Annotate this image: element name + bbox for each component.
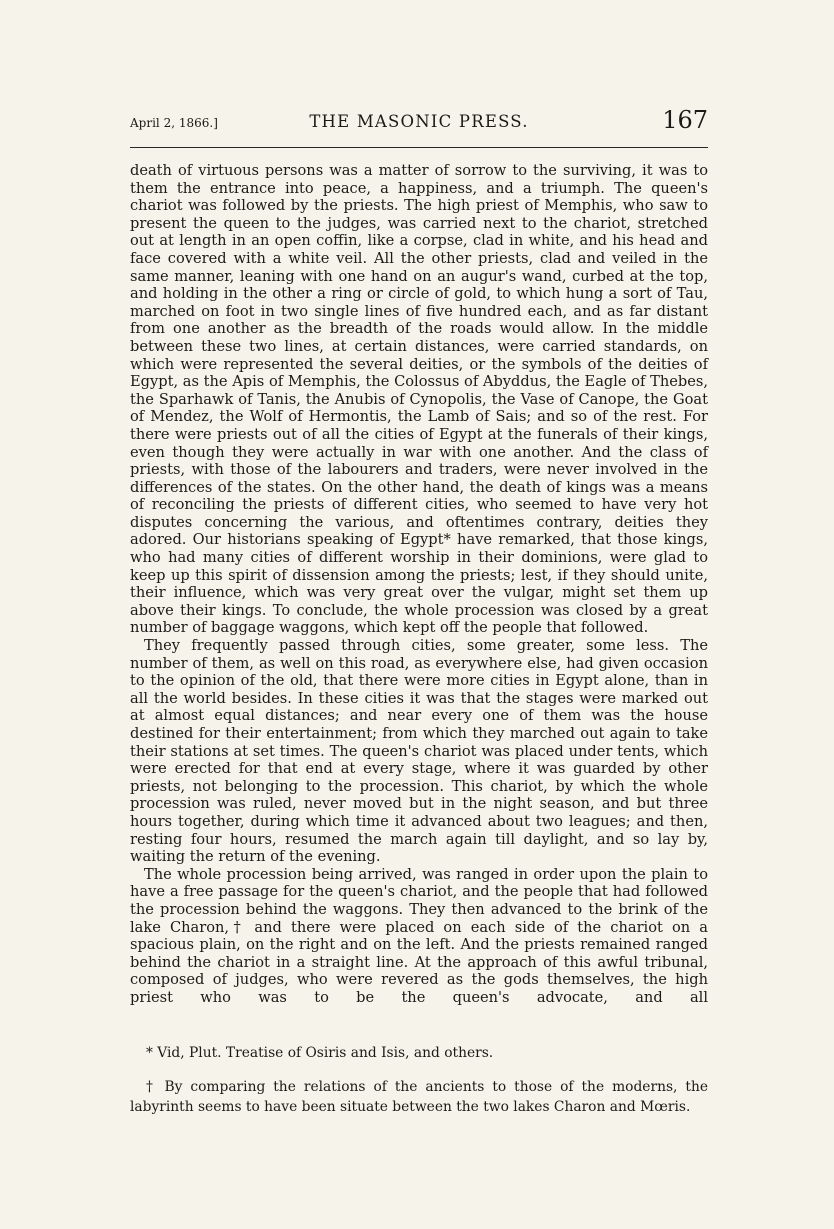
footnotes bbox=[130, 1043, 708, 1117]
paragraph-1: death of virtuous persons was a matter of sorrow to the surviving, it was to them the entrance into peace, a happiness, and a triumph. The queen's chariot was followed by the priests. The high priest of Memphis, who saw to present the queen to the judges, was carried next to the chariot, stretched out at length in an open coffin, like a corpse, clad in white, and his head and face covered with a white veil. All the other priests, clad and veiled in the same manner, leaning with one hand on an augur's wand, curbed at the top, and holding in the other a ring or circle of gold, to which hung a sort of Tau, marched on foot in two single lines of five hundred each, and as far distant from one another as the breadth of the roads would allow. In the middle between these two lines, at certain distances, were carried standards, on which were represented the several deities, or the symbols of the deities of Egypt, as the Apis of Memphis, the Colossus of Abyddus, the Eagle of Thebes, the Sparhawk of Tanis, the Anubis of Cynopolis, the Vase of Canope, the Goat of Mendez, the Wolf of Hermontis, the Lamb of Sais; and so of the rest. For there were priests out of all the cities of Egypt at the funerals of their kings, even though they were actually in war with one another. And the class of priests, with those of the labourers and traders, were never involved in the differences of the states. On the other hand, the death of kings was a means of reconciling the priests of different cities, who seemed to have very hot disputes concerning the various, and oftentimes contrary, deities they adored. Our historians speaking of Egypt* have remarked, that those kings, who had many cities of different worship in their dominions, were glad to keep up this spirit of dissension among the priests; lest, if they should unite, their influence, which was very great over the vulgar, might set them up above their kings. To conclude, the whole procession was closed by a great number of baggage waggons, which kept off the people that followed. bbox=[130, 162, 708, 637]
article-body bbox=[130, 162, 708, 1007]
paragraph-2: They frequently passed through cities, some greater, some less. The number of them, as well on this road, as everywhere else, had given occasion to the opinion of the old, that there were more cities in Egypt alone, than in all the world besides. In these cities it was that the stages were marked out at almost equal distances; and near every one of them was the house destined for their entertainment; from which they marched out again to take their stations at set times. The queen's chariot was placed under tents, which were erected for that end at every stage, where it was guarded by other priests, not belonging to the procession. This chariot, by which the whole procession was ruled, never moved but in the night season, and but three hours together, during which time it advanced about two leagues; and then, resting four hours, resumed the march again till daylight, and so lay by, waiting the return of the evening. bbox=[130, 637, 708, 866]
header-title: THE MASONIC PRESS. bbox=[309, 112, 529, 131]
paragraph-3: The whole procession being arrived, was ranged in order upon the plain to have a free passage for the queen's chariot, and the people that had followed the procession behind the waggons. They then advanced to the brink of the lake Charon,† and there were placed on each side of the chariot on a spacious plain, on the right and on the left. And the priests remained ranged behind the chariot in a straight line. At the approach of this awful tribunal, composed of judges, who were revered as the gods themselves, the high priest who was to be the queen's advocate, and all bbox=[130, 865, 708, 1006]
footnote-2: † By comparing the relations of the ancients to those of the moderns, the labyrinth seems to have been situate between the two lakes Charon and Mœris. bbox=[130, 1079, 708, 1115]
page-number: 167 bbox=[662, 106, 708, 134]
header-date: April 2, 1866.] bbox=[130, 116, 218, 130]
header-rule bbox=[130, 147, 708, 148]
footnote-1: * Vid, Plut. Treatise of Osiris and Isis, and others. bbox=[146, 1045, 494, 1061]
running-header bbox=[130, 106, 708, 140]
